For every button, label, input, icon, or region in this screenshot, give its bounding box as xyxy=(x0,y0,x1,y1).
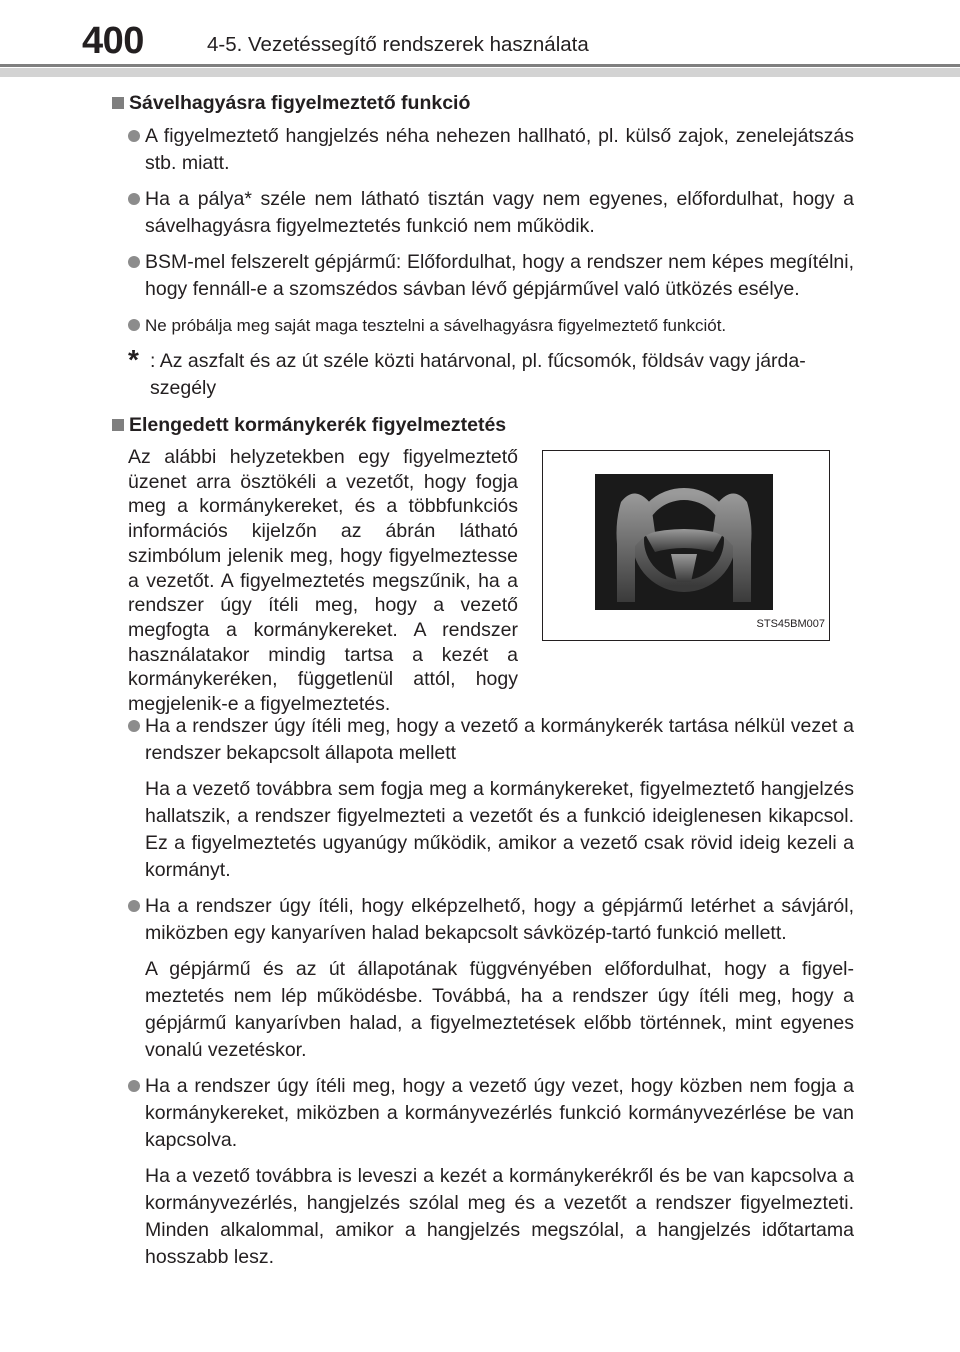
detail-paragraph: Ha a vezető továbbra is leveszi a kezét a kormánykerékről és be van kapcsolva a kormányvezérlés, hangjelzés szólal meg és a vezetőt a rendszer figyelmezteti. Minden alkalommal, amikor a hangjelzés megszólal, a hangjelzés időtartama hosszabb lesz. xyxy=(145,1165,854,1268)
list-item xyxy=(112,123,854,177)
list-item xyxy=(112,1073,854,1154)
list-item xyxy=(112,186,854,240)
list-item-text: Ha a pálya* széle nem látható tisztán vagy nem egyenes, előfordulhat, hogy a sávelhagyásra figyelmeztetés funkció nem működik. xyxy=(145,188,854,237)
intro-paragraph: Az alábbi helyzetekben egy figyelmeztető üzenet arra ösztökéli a vezetőt, hogy fogja meg a kormánykereket, és a többfunkciós információs kijelzőn az ábrán látható szimbólum jelenik meg, hogy figyelmeztesse a vezetőt. A figyelmeztetés megszűnik, ha a rendszer úgy ítéli meg, hogy a vezető megfogta a kormánykereket. A rendszer használatakor mindig tartsa a kezét a kormánykeréken, függetlenül attól, hogy megjelenik-e a figyelmeztetés. xyxy=(128,446,518,716)
square-bullet-icon xyxy=(112,419,124,431)
list-item-text: Ha a rendszer úgy ítéli meg, hogy a vezető úgy vezet, hogy közben nem fogja a kormánykereket, miközben a kormányvezérlés funkció kormányvezérlése be van kapcsolva. xyxy=(145,1075,854,1151)
square-bullet-icon xyxy=(112,97,124,109)
list-item-text: BSM-mel felszerelt gépjármű: Előfordulhat, hogy a rendszer nem képes megítélni, hogy fennáll-e a szomszédos sávban lévő gépjárművel való ütközés esélye. xyxy=(145,251,854,300)
circle-bullet-icon xyxy=(128,319,140,331)
footnote xyxy=(112,344,854,402)
detail-paragraph: Ha a vezető továbbra sem fogja meg a kormánykereket, figyelmeztető hangjelzés hallatszik, a rendszer figyelmezteti a vezetőt és a funkció ideiglenesen kikapcsol. Ez a figyelmeztetés ugyanúgy működik, amikor a vezető csak rövid ideig kezeli a kormányt. xyxy=(145,778,854,881)
list-item xyxy=(112,713,854,767)
list-item xyxy=(112,312,854,339)
detail-paragraph: A gépjármű és az út állapotának függvényében előfordulhat, hogy a figyelmeztetés nem lép működésbe. Továbbá, ha a rendszer úgy ítéli meg, hogy a gépjármű kanyarívben halad, a figyelmeztetések előbb történnek, mint egyenes vonalú vezetéskor. xyxy=(145,958,854,1061)
page-number: 400 xyxy=(82,20,144,62)
section-heading xyxy=(112,90,854,117)
list-item xyxy=(112,249,854,303)
list-item-text: Ne próbálja meg saját maga tesztelni a sávelhagyásra figyelmeztető funkciót. xyxy=(145,316,727,335)
page-content xyxy=(112,90,854,1280)
section-heading-text: Elengedett kormánykerék figyelmeztetés xyxy=(129,414,507,436)
figure xyxy=(542,450,830,641)
list-item-text: Ha a rendszer úgy ítéli meg, hogy a vezető a kormánykerék tartása nélkül vezet a rendszer bekapcsolt állapota mellett xyxy=(145,715,854,764)
circle-bullet-icon xyxy=(128,193,140,205)
section-heading xyxy=(112,412,854,439)
circle-bullet-icon xyxy=(128,720,140,732)
footnote-text: : Az aszfalt és az út széle közti határvonal, pl. fűcsomók, földsáv vagy járdaszegély xyxy=(150,350,806,399)
list-item-text: Ha a rendszer úgy ítéli, hogy elképzelhető, hogy a gépjármű letérhet a sávjáról, miközben egy kanyaríven halad bekapcsolt sávközép-tartó funkció mellett. xyxy=(145,895,854,944)
circle-bullet-icon xyxy=(128,900,140,912)
section-heading-text: Sávelhagyásra figyelmeztető funkció xyxy=(129,92,471,114)
footnote-mark: * xyxy=(128,344,139,375)
header-rule-shadow xyxy=(0,68,960,77)
header-rule xyxy=(0,64,960,67)
page-header xyxy=(0,0,960,80)
circle-bullet-icon xyxy=(128,130,140,142)
display-screen xyxy=(595,474,773,610)
list-item-text: A figyelmeztető hangjelzés néha nehezen hallható, pl. külső zajok, zenelejátszás stb. miatt. xyxy=(145,125,854,174)
chapter-title: 4-5. Vezetéssegítő rendszerek használata xyxy=(207,33,589,56)
hands-on-wheel-icon xyxy=(595,474,773,610)
list-item xyxy=(112,893,854,947)
circle-bullet-icon xyxy=(128,1080,140,1092)
figure-code: STS45BM007 xyxy=(756,618,825,630)
circle-bullet-icon xyxy=(128,256,140,268)
figure-row xyxy=(112,445,854,716)
